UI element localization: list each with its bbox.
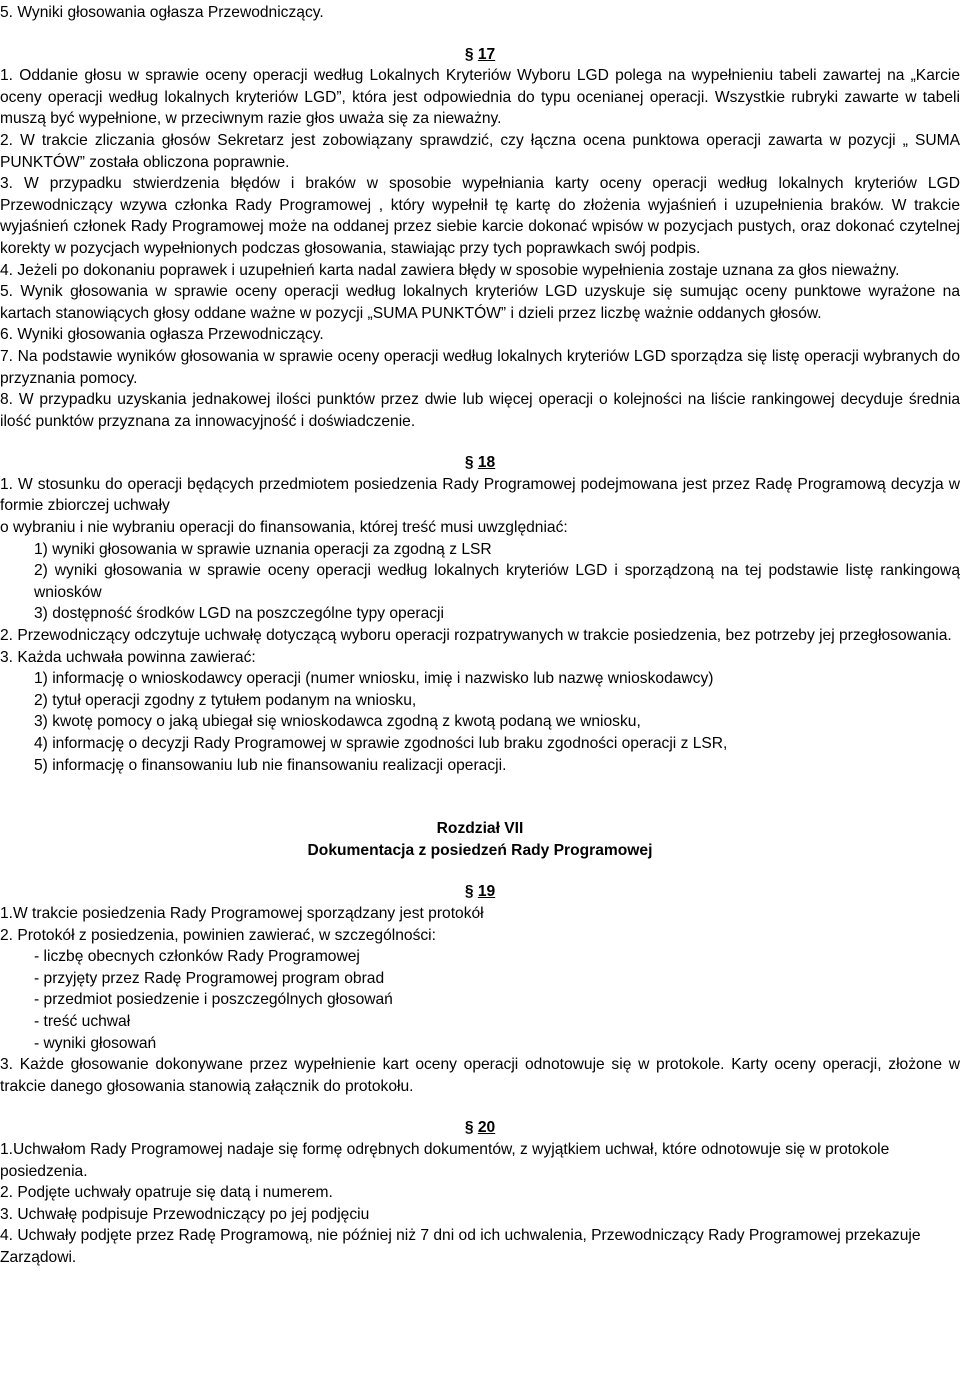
list-item: 3. W przypadku stwierdzenia błędów i braków w sposobie wypełniania karty oceny operacji według lokalnych kryteriów LGD Przewodniczący wzywa członka Rady Programowej , który wypełnił tę kartę do złożenia wyjaśnień i uzupełnienia braków. W trakcie wyjaśnień członek Rady Programowej może na oddanej przez siebie karcie dokonać wpisów w pozycjach pustych, oraz dokonać czytelnej korekty w pozycjach wypełnionych podczas głosowania, stawiając przy tych poprawkach swój podpis.	[0, 175, 960, 257]
section-heading-20: § 20	[464, 1119, 496, 1137]
chapter-title: Dokumentacja z posiedzeń Rady Programowej	[307, 841, 653, 859]
section-20	[0, 1139, 960, 1269]
list-item: 5) informację o finansowaniu lub nie finansowaniu realizacji operacji.	[34, 756, 507, 774]
list-item: 1) informację o wnioskodawcy operacji (numer wniosku, imię i nazwisko lub nazwę wnioskodawcy)	[34, 670, 714, 688]
list-item: - liczbę obecnych członków Rady Programowej	[34, 948, 360, 966]
paragraph: 3. Każda uchwała powinna zawierać:	[0, 648, 256, 666]
list-item: 8. W przypadku uzyskania jednakowej ilości punktów przez dwie lub więcej operacji o kolejności na liście rankingowej decyduje średnia ilość punktów przyznana za innowacyjność i doświadczenie.	[0, 391, 960, 430]
paragraph: 5. Wyniki głosowania ogłasza Przewodniczący.	[0, 4, 324, 21]
list-item: 4. Jeżeli po dokonaniu poprawek i uzupełnień karta nadal zawiera błędy w sposobie wypełnienia zostaje uznana za głos nieważny.	[0, 261, 900, 279]
section-heading-19: § 19	[464, 883, 496, 901]
list-item: 2) tytuł operacji zgodny z tytułem podanym na wniosku,	[34, 691, 417, 709]
paragraph: 2. Przewodniczący odczytuje uchwałę dotyczącą wyboru operacji rozpatrywanych w trakcie posiedzenia, bez potrzeby jej przegłosowania.	[0, 627, 952, 645]
list-item: 6. Wyniki głosowania ogłasza Przewodniczący.	[0, 326, 324, 344]
section-heading-17: § 17	[464, 45, 496, 63]
paragraph: 1.W trakcie posiedzenia Rady Programowej sporządzany jest protokół	[0, 904, 484, 922]
paragraph: 1. W stosunku do operacji będących przedmiotem posiedzenia Rady Programowej podejmowana jest przez Radę Programową decyzja w formie zbiorczej uchwały	[0, 475, 960, 515]
list-item: 1. Oddanie głosu w sprawie oceny operacji według Lokalnych Kryteriów Wyboru LGD polega na wypełnieniu tabeli zawartej na „Karcie oceny operacji według lokalnych kryteriów LGD”, która jest odpowiednia do typu ocenianej operacji. Wszystkie rubryki zawarte w tabeli muszą być wypełnione, w przeciwnym razie głos uważa się za nieważny.	[0, 67, 960, 128]
list-item: 4. Uchwały podjęte przez Radę Programową, nie później niż 7 dni od ich uchwalenia, Przewodniczący Rady Programowej przekazuje Zarządowi.	[0, 1227, 921, 1266]
list-item: 4) informację o decyzji Rady Programowej w sprawie zgodności lub braku zgodności operacji z LSR,	[34, 735, 728, 752]
section-17	[0, 65, 960, 432]
list-item: - przyjęty przez Radę Programowej program obrad	[34, 969, 385, 987]
chapter-number: Rozdział VII	[436, 820, 524, 838]
section-19	[0, 903, 960, 1097]
list-item: - przedmiot posiedzenie i poszczególnych głosowań	[34, 991, 393, 1009]
section-18	[0, 474, 960, 776]
list-item: - wyniki głosowań	[34, 1034, 157, 1052]
list-item: 3) kwotę pomocy o jaką ubiegał się wnioskodawca zgodną z kwotą podaną we wniosku,	[34, 713, 641, 731]
list-item: 2. Podjęte uchwały opatruje się datą i numerem.	[0, 1184, 333, 1202]
section-heading-18: § 18	[464, 454, 496, 472]
list-item: 2. W trakcie zliczania głosów Sekretarz jest zobowiązany sprawdzić, czy łączna ocena punktowa operacji zawarta w pozycji „ SUMA PUNKTÓW” została obliczona poprawnie.	[0, 131, 960, 171]
paragraph: 2. Protokół z posiedzenia, powinien zawierać, w szczególności:	[0, 926, 436, 944]
list-item: 7. Na podstawie wyników głosowania w sprawie oceny operacji według lokalnych kryteriów LGD sporządza się listę operacji wybranych do przyznania pomocy.	[0, 347, 960, 387]
list-item: 1.Uchwałom Rady Programowej nadaje się formę odrębnych dokumentów, z wyjątkiem uchwał, które odnotowuje się w protokole posiedzenia.	[0, 1140, 890, 1180]
list-item: 3) dostępność środków LGD na poszczególne typy operacji	[34, 605, 444, 623]
paragraph: o wybraniu i nie wybraniu operacji do finansowania, której treść musi uwzględniać:	[0, 519, 568, 537]
list-item: - treść uchwał	[34, 1012, 131, 1030]
paragraph: 3. Każde głosowanie dokonywane przez wypełnienie kart oceny operacji odnotowuje się w protokole. Karty oceny operacji, złożone w trakcie danego głosowania stanowią załącznik do protokołu.	[0, 1056, 960, 1095]
list-item: 1) wyniki głosowania w sprawie uznania operacji za zgodną z LSR	[34, 540, 492, 558]
list-item: 5. Wynik głosowania w sprawie oceny operacji według lokalnych kryteriów LGD uzyskuje się sumując oceny punktowe wyrażone na kartach stanowiących głosy oddane ważne w pozycji „SUMA PUNKTÓW” i dzieli przez liczbę ważnie oddanych głosów.	[0, 283, 960, 322]
list-item: 2) wyniki głosowania w sprawie oceny operacji według lokalnych kryteriów LGD i sporządzoną na tej podstawie listę rankingową wniosków	[34, 562, 960, 601]
list-item: 3. Uchwałę podpisuje Przewodniczący po jej podjęciu	[0, 1205, 370, 1223]
